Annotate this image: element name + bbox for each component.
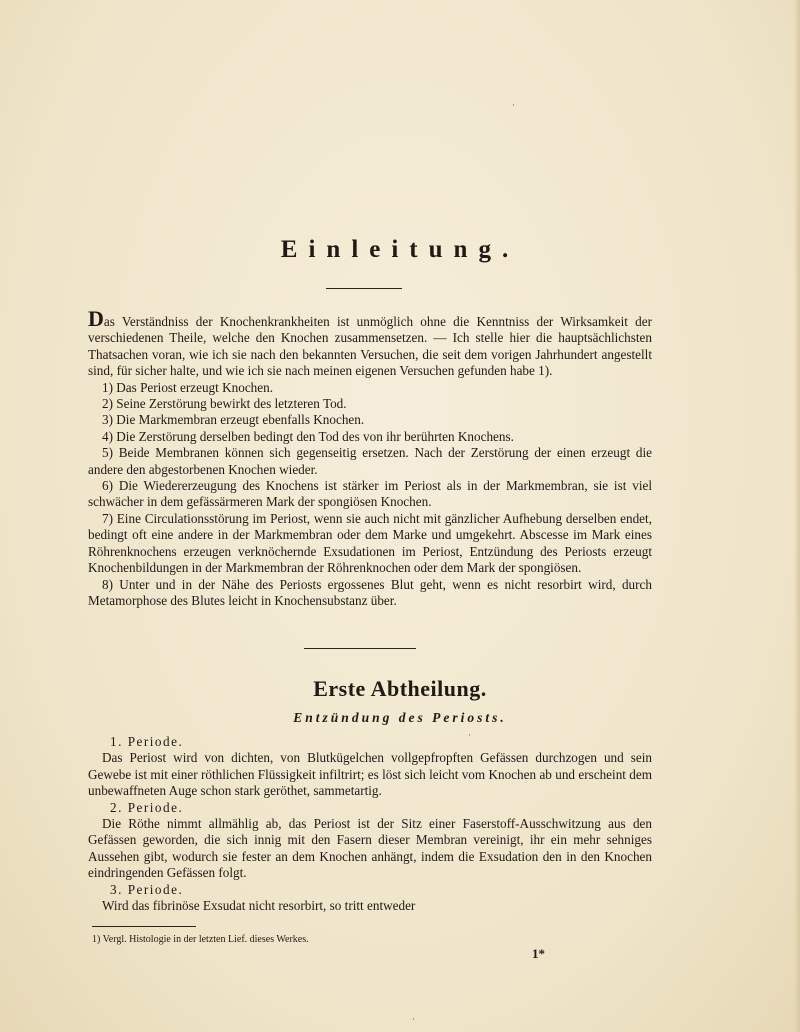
footnote-divider [92,926,196,927]
period-label: 2. Periode. [110,799,184,815]
title-divider [326,288,402,289]
drop-cap: D [88,306,104,331]
paper-speck: · [468,730,471,740]
period-text: Wird das fibrinöse Exsudat nicht resorbirt, so tritt entweder [102,898,416,914]
section-subheading: Entzündung des Periosts. [293,710,507,725]
list-item: 4) Die Zerstörung derselben bedingt den Tod des von ihr berührten Knochens. [102,428,514,444]
section-divider [304,648,416,649]
section-heading: Erste Abtheilung. [313,676,487,701]
list-item: 7) Eine Circulationsstörung im Periost, wenn sie auch nicht mit gänzlicher Aufhebung derselben endet, bedingt oft eine andere in der Markmembran oder dem Marke und umgekehrt. Abscesse im Mark eines Röhrenknochens erzeugen verknöchernde Exsudationen im Periost, Entzündung des Periosts erzeugt Knochenbildungen in der Markmembran der Röhrenknochen oder dem Mark der spongiösen. [88,510,652,576]
footnote: 1) Vergl. Histologie in der letzten Lief. dieses Werkes. [92,934,309,945]
page-edge-shadow [794,0,800,1032]
signature-mark: 1* [532,946,545,961]
list-item: 5) Beide Membranen können sich gegenseitig ersetzen. Nach der Zerstörung der einen erzeugt die andere den abgestorbenen Knochen wieder. [88,445,652,477]
period-text: Die Röthe nimmt allmählig ab, das Periost ist der Sitz einer Faserstoff-Ausschwitzung aus den Gefässen geworden, die sich innig mit den Fasern dieser Membran vereinigt, ihr ein mehr sehniges Aussehen gibt, wodurch sie fester an dem Knochen anhängt, indem die Exsudation den in den Knochen eindringenden Gefässen folgt. [88,816,652,881]
paper-speck: · [512,100,515,110]
period-text: Das Periost wird von dichten, von Blutkügelchen vollgepfropften Gefässen durchzogen und sein Gewebe ist mit einer röthlichen Flüssigkeit infiltrirt; es löst sich leicht vom Knochen ab und erscheint dem unbewaffneten Auge schon stark geröthet, sammetartig. [88,750,652,799]
period-label: 1. Periode. [110,734,184,749]
list-item: 8) Unter und in der Nähe des Periosts ergossenes Blut geht, wenn es nicht resorbirt wird, durch Metamorphose des Blutes leicht in Knochensubstanz über. [88,576,652,608]
list-item: 2) Seine Zerstörung bewirkt des letzteren Tod. [102,396,347,412]
intro-paragraph [88,306,652,380]
page-title: Einleitung. [280,236,520,263]
list-item: 6) Die Wiedererzeugung des Knochens ist stärker im Periost als in der Markmembran, sie ist viel schwächer in dem gefässärmeren Mark der spongiösen Knochen. [88,478,652,510]
period-label: 3. Periode. [110,881,184,897]
paper-speck: · [412,1014,415,1024]
list-item: 3) Die Markmembran erzeugt ebenfalls Knochen. [102,412,365,428]
introduction [88,306,652,609]
intro-text: as Verständniss der Knochenkrankheiten ist unmöglich ohne die Kenntniss der Wirksamkeit der verschiedenen Theile, welche den Knochen zusammensetzen. — Ich stelle hier die hauptsächlichsten Thatsachen voran, wie ich sie nach den bekannten Versuchen, die seit dem vorigen Jahrhundert angestellt sind, für sicher halte, und wie ich sie nach meinen eigenen Versuchen gefunden habe 1). [88,314,652,379]
periods [88,734,652,914]
list-item: 1) Das Periost erzeugt Knochen. [102,379,274,395]
